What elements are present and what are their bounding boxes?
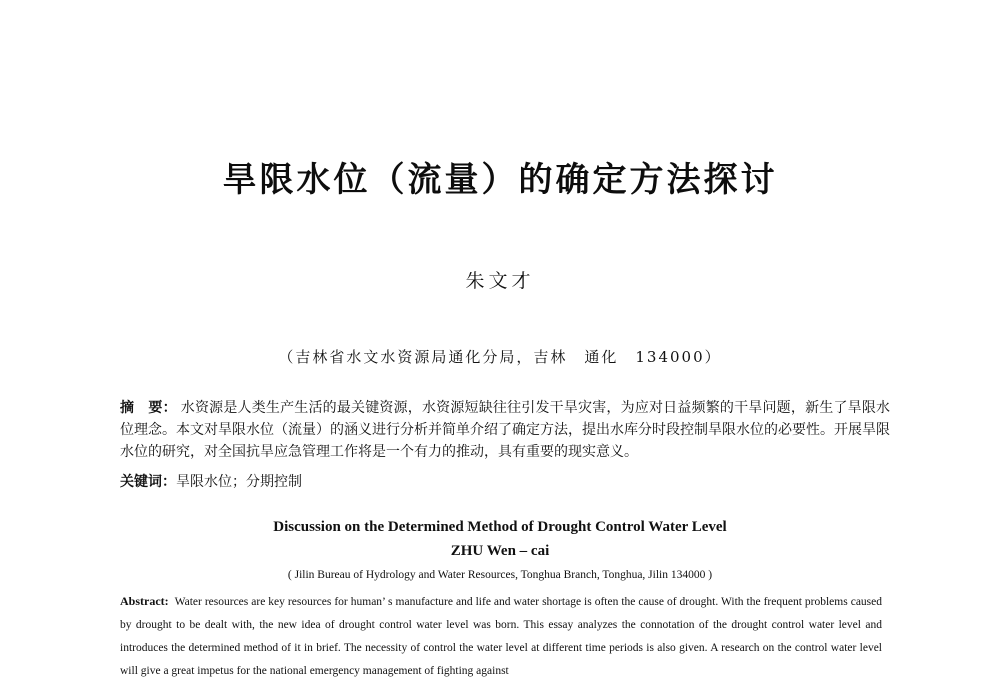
abstract-text: 水资源是人类生产生活的最关键资源，水资源短缺往往引发干旱灾害，为应对日益频繁的干旱问题，新生了旱限水位理念。本文对旱限水位（流量）的涵义进行分析并简单介绍了确定方法，提出水库分时段控制旱限水位的必要性。开展旱限水位的研究，对全国抗旱应急管理工作将是一个有力的推动，具有重要的现实意义。 [120,400,891,460]
author-name: 朱文才 [465,270,535,292]
keywords-text: 旱限水位；分期控制 [176,474,302,490]
paper-title: 旱限水位（流量）的确定方法探讨 [222,160,778,200]
english-abstract [120,590,882,684]
chinese-keywords [120,471,890,493]
keywords-label: 关键词： [120,474,176,490]
author-affiliation: （吉林省水文水资源局通化分局，吉林 通化 134000） [278,348,722,366]
english-abstract-label: Abstract: [120,594,169,608]
abstract-label: 摘 要： [120,400,177,416]
chinese-abstract [120,397,890,463]
english-abstract-text: Water resources are key resources for human’ s manufacture and life and water shortage is often the cause of drought. With the frequent problems caused by drought to be dealt with, the new idea of drought control water level was born. This essay analyzes the connotation of the drought control water level and introduces the determined method of it in brief. The necessity of control the water level at different time periods is also given. A research on the control water level will give a great impetus for the national emergency management of fighting against [120,596,882,677]
english-affiliation: ( Jilin Bureau of Hydrology and Water Resources, Tonghua Branch, Tonghua, Jilin 134000 ) [287,569,713,581]
english-author: ZHU Wen – cai [450,543,550,559]
english-title: Discussion on the Determined Method of Drought Control Water Level [273,519,727,535]
